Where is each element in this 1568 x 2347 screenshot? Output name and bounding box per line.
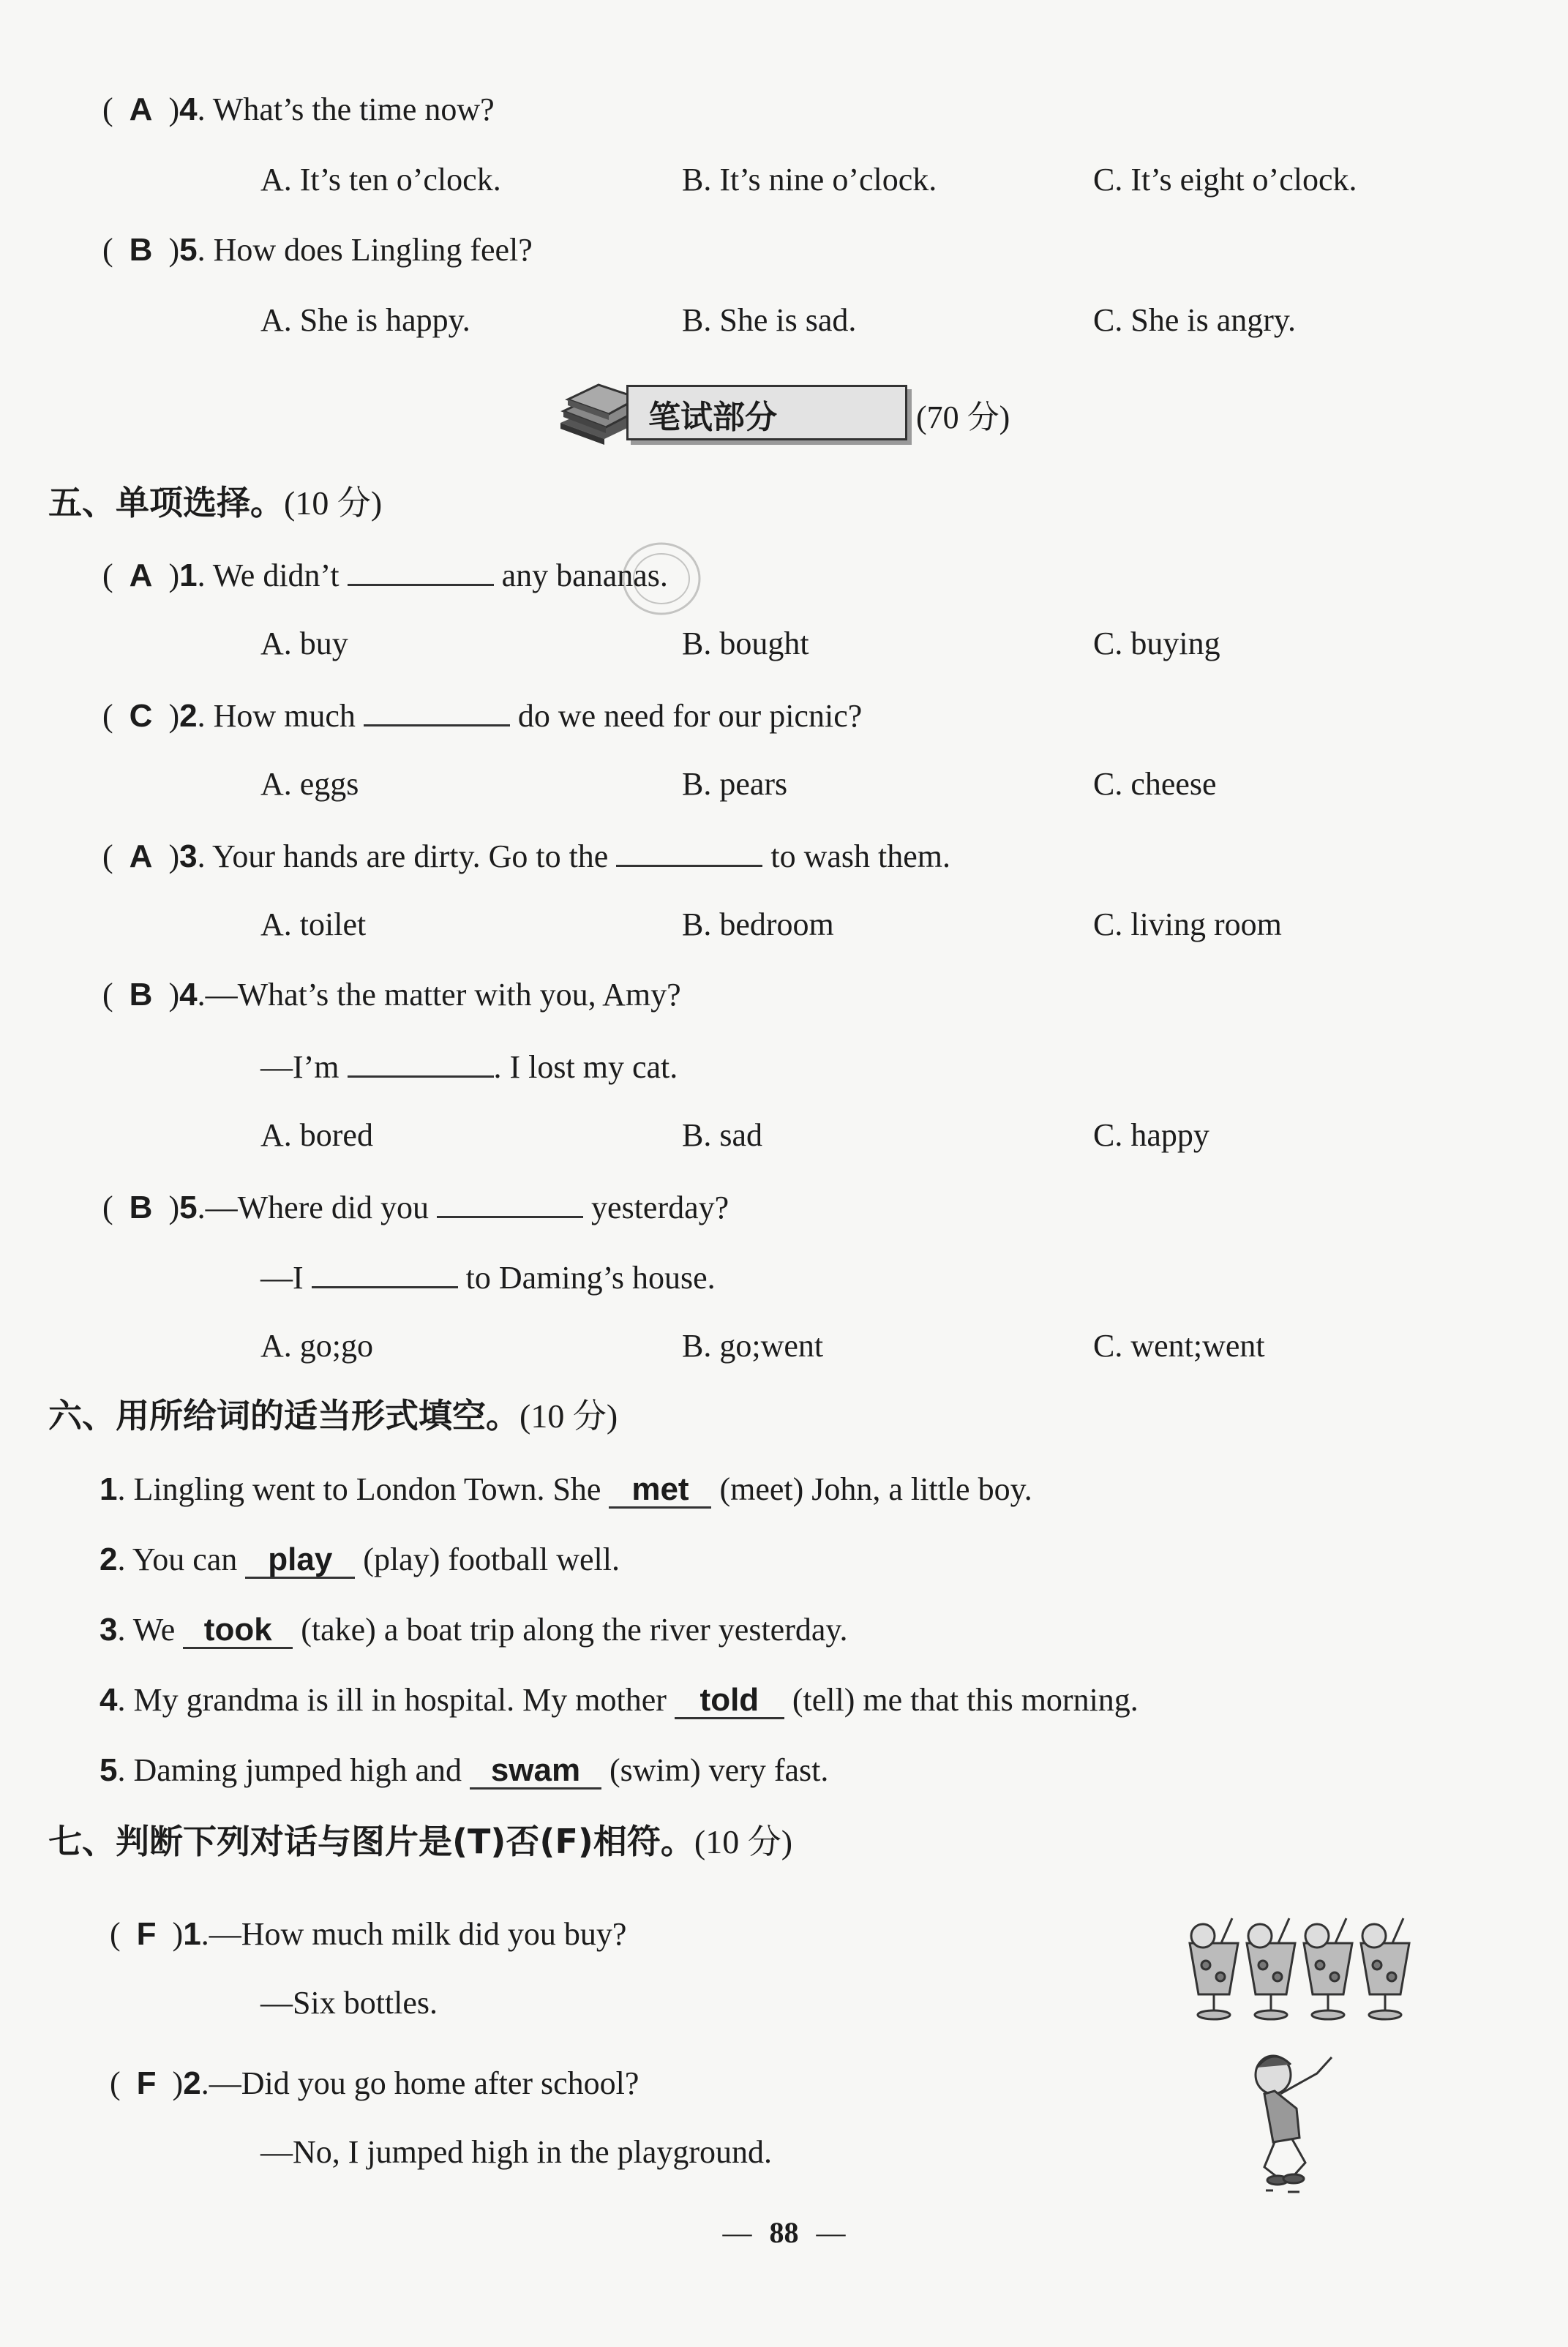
fill-answer: play xyxy=(245,1543,355,1579)
blank xyxy=(348,553,494,586)
sec7-q1-reply: —Six bottles. xyxy=(260,1985,438,2021)
option-c: C. cheese xyxy=(1093,766,1217,802)
option-c: C. It’s eight o’clock. xyxy=(1093,162,1357,198)
option-a: A. bored xyxy=(260,1117,373,1153)
option-c: C. went;went xyxy=(1093,1328,1265,1364)
listening-q5: ( B )5. How does Lingling feel? xyxy=(102,232,533,268)
page-number: — 88 — xyxy=(722,2216,846,2249)
section-5-heading: 五、单项选择。(10 分) xyxy=(48,483,383,522)
option-c: C. living room xyxy=(1093,906,1282,942)
sec6-item-2: 2. You can play (play) football well. xyxy=(100,1541,620,1577)
option-b: B. pears xyxy=(682,766,788,802)
fill-answer: swam xyxy=(470,1754,601,1790)
sec7-q2: ( F )2.—Did you go home after school? xyxy=(110,2065,639,2101)
fill-answer: told xyxy=(675,1683,784,1719)
sec5-q4: ( B )4.—What’s the matter with you, Amy? xyxy=(102,977,681,1013)
option-c: C. happy xyxy=(1093,1117,1209,1153)
option-a: A. buy xyxy=(260,626,348,661)
banner-points: (70 分) xyxy=(916,399,1010,435)
sec5-q1: ( A )1. We didn’t any bananas. xyxy=(102,553,668,596)
section-6-heading: 六、用所给词的适当形式填空。(10 分) xyxy=(48,1396,618,1435)
option-c: C. buying xyxy=(1093,626,1220,661)
option-b: B. bedroom xyxy=(682,906,834,942)
listening-q4: ( A )4. What’s the time now? xyxy=(102,91,495,127)
blank xyxy=(348,1045,494,1078)
option-b: B. It’s nine o’clock. xyxy=(682,162,937,198)
sec6-item-4: 4. My grandma is ill in hospital. My mother told (tell) me that this morning. xyxy=(100,1682,1139,1718)
fill-answer: met xyxy=(609,1473,711,1509)
sec6-item-3: 3. We took (take) a boat trip along the river yesterday. xyxy=(100,1612,848,1648)
jumping-boy-picture xyxy=(1229,2043,1354,2196)
sec7-q2-reply: —No, I jumped high in the playground. xyxy=(260,2134,773,2170)
sec6-item-5: 5. Daming jumped high and swam (swim) very fast. xyxy=(100,1752,829,1788)
blank xyxy=(364,694,510,726)
answer-mark: B xyxy=(129,232,153,268)
option-a: A. eggs xyxy=(260,766,359,802)
option-b: B. She is sad. xyxy=(682,302,857,338)
sec6-item-1: 1. Lingling went to London Town. She met (meet) John, a little boy. xyxy=(100,1471,1032,1507)
blank xyxy=(616,834,762,867)
sec5-q5-reply: —I to Daming’s house. xyxy=(260,1255,716,1299)
section-7-heading: 七、判断下列对话与图片是(T)否(F)相符。(10 分) xyxy=(48,1822,793,1861)
fill-answer: took xyxy=(183,1613,293,1649)
option-a: A. It’s ten o’clock. xyxy=(260,162,501,198)
option-a: A. toilet xyxy=(260,906,367,942)
blank xyxy=(312,1255,458,1288)
stamp-watermark xyxy=(618,538,705,619)
option-b: B. bought xyxy=(682,626,809,661)
sec5-q3: ( A )3. Your hands are dirty. Go to the to wash them. xyxy=(102,834,950,877)
sec5-q4-reply: —I’m . I lost my cat. xyxy=(260,1045,678,1088)
option-b: B. go;went xyxy=(682,1328,824,1364)
option-b: B. sad xyxy=(682,1117,762,1153)
option-a: A. go;go xyxy=(260,1328,373,1364)
sec5-q5: ( B )5.—Where did you yesterday? xyxy=(102,1185,729,1228)
option-c: C. She is angry. xyxy=(1093,302,1297,338)
blank xyxy=(437,1185,583,1218)
sec5-q2: ( C )2. How much do we need for our picnic? xyxy=(102,694,862,737)
juice-glasses-picture xyxy=(1181,1914,1422,2031)
banner-title: 笔试部分 xyxy=(648,399,777,436)
option-a: A. She is happy. xyxy=(260,302,470,338)
answer-mark: A xyxy=(129,91,153,127)
sec7-q1: ( F )1.—How much milk did you buy? xyxy=(110,1916,627,1952)
